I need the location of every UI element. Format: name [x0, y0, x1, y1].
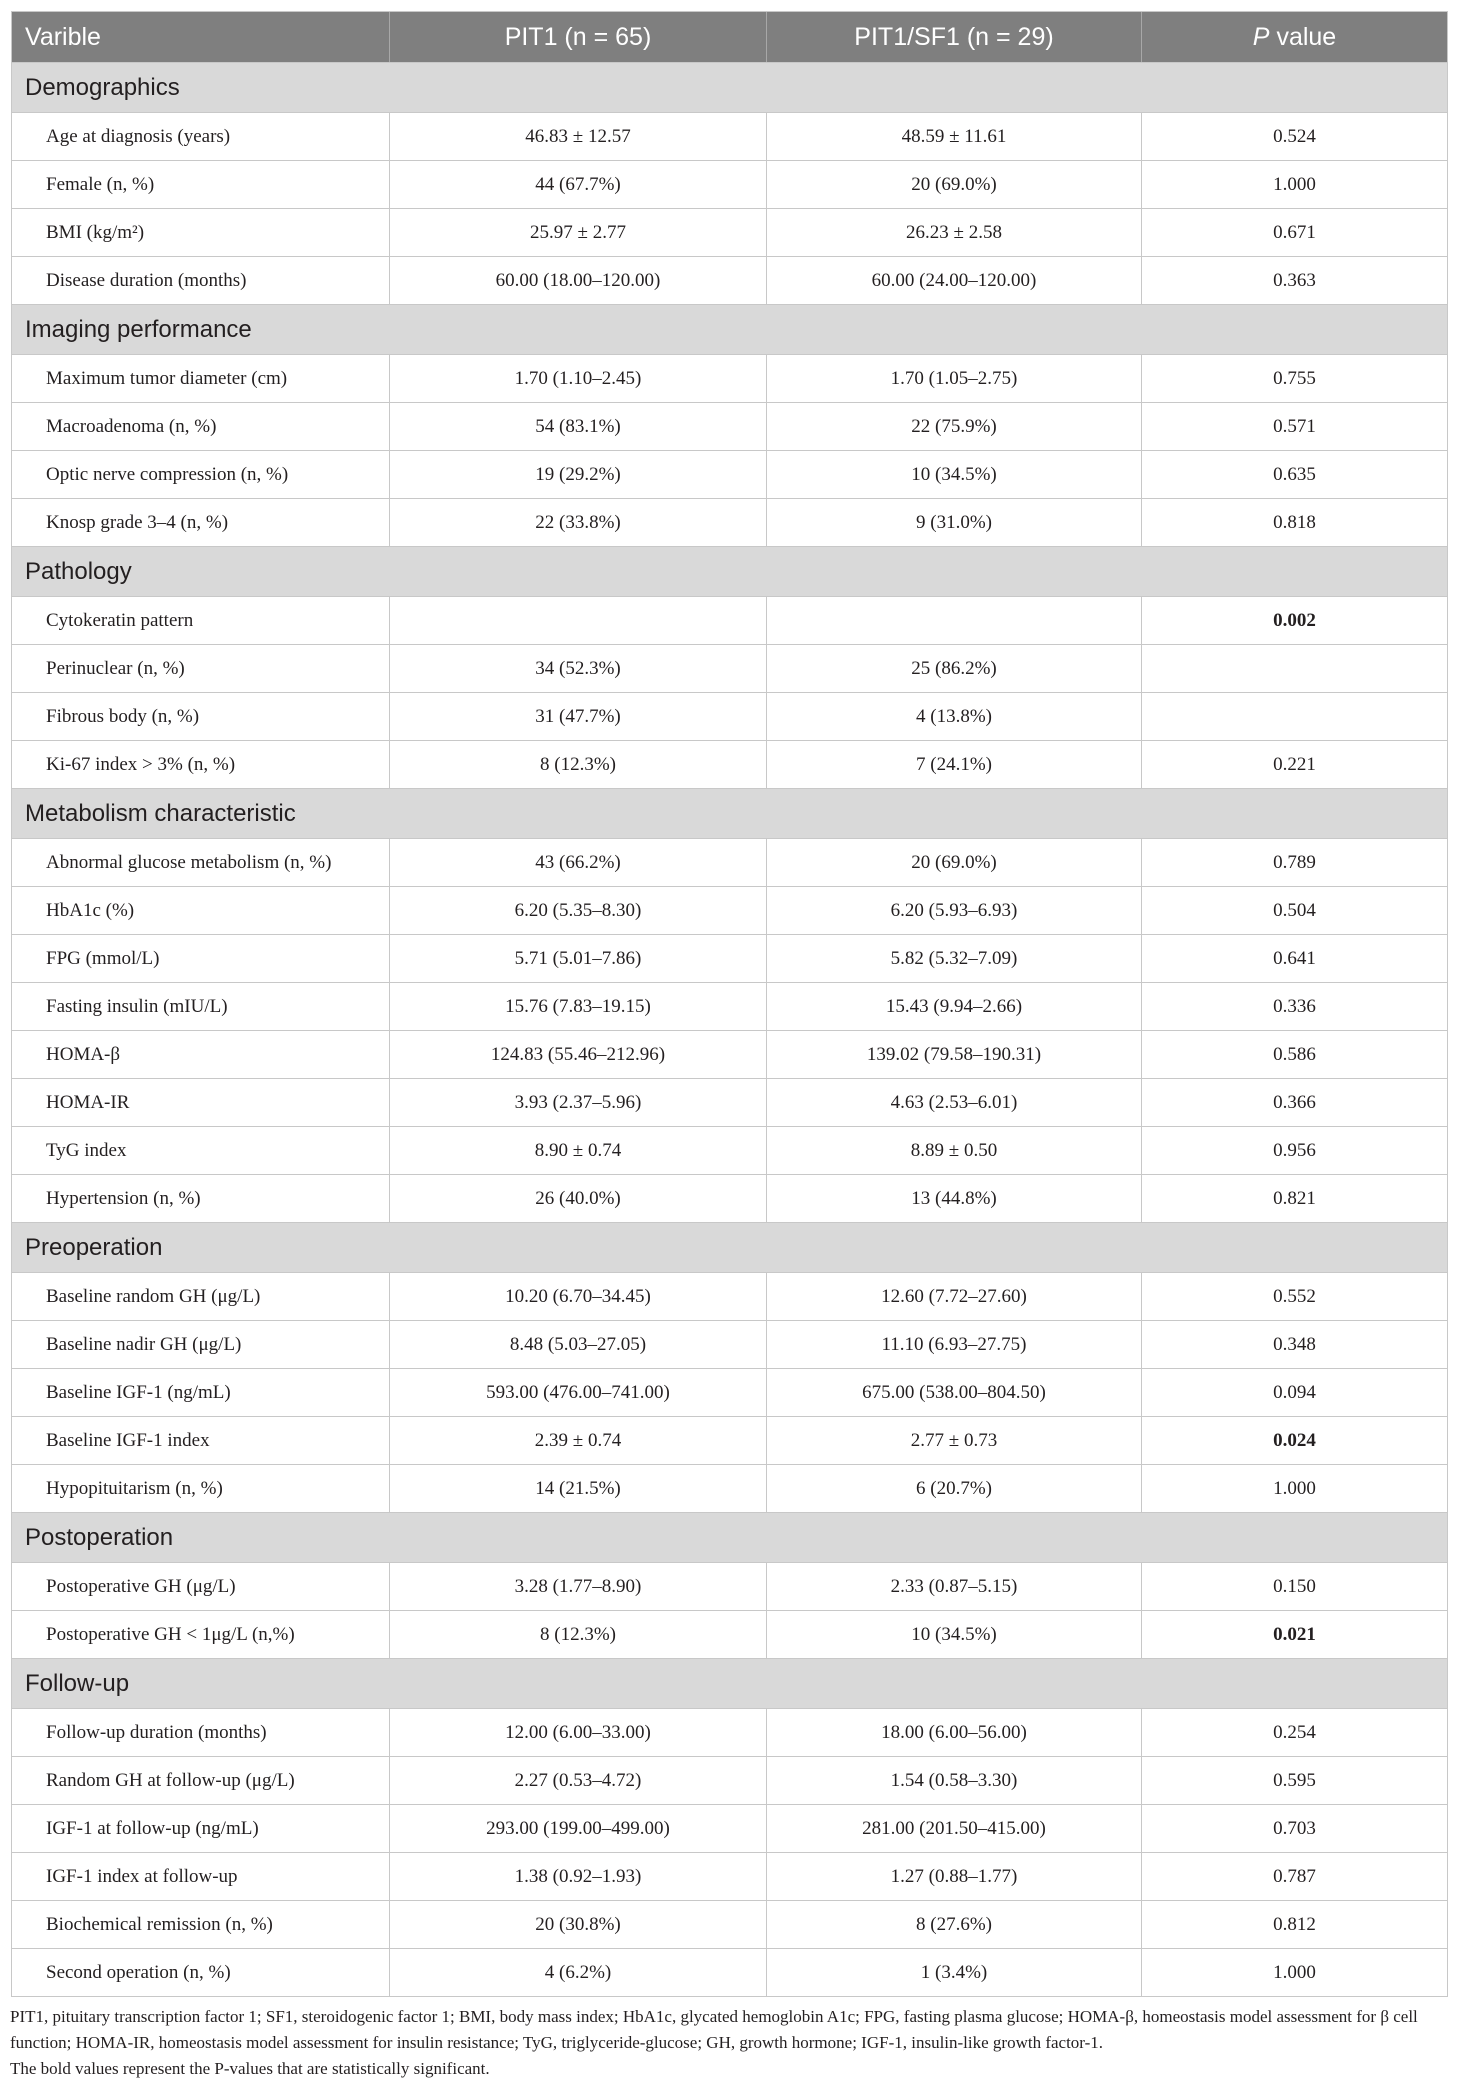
table-row [12, 1272, 1447, 1320]
p-value-cell [1141, 693, 1447, 740]
pit1-sf1-value-cell: 13 (44.8%) [766, 1175, 1141, 1222]
pit1-value-cell [389, 597, 766, 644]
p-value-cell: 0.821 [1141, 1175, 1447, 1222]
table-row [12, 1320, 1447, 1368]
p-value-cell: 0.812 [1141, 1901, 1447, 1948]
p-value-cell: 0.703 [1141, 1805, 1447, 1852]
pit1-value-cell: 26 (40.0%) [389, 1175, 766, 1222]
p-label: value [1276, 22, 1337, 51]
table-row [12, 450, 1447, 498]
variable-cell: Maximum tumor diameter (cm) [46, 367, 288, 389]
p-value-cell: 0.024 [1141, 1417, 1447, 1464]
table-row [12, 1030, 1447, 1078]
p-value-cell: 0.094 [1141, 1369, 1447, 1416]
table-row [12, 596, 1447, 644]
variable-cell: HbA1c (%) [46, 899, 135, 921]
table-row [12, 934, 1447, 982]
variable-cell: Disease duration (months) [46, 269, 247, 291]
pit1-sf1-value-cell: 2.77 ± 0.73 [766, 1417, 1141, 1464]
p-value-cell: 0.336 [1141, 983, 1447, 1030]
pit1-sf1-value-cell: 26.23 ± 2.58 [766, 209, 1141, 256]
pit1-sf1-value-cell: 60.00 (24.00–120.00) [766, 257, 1141, 304]
pit1-sf1-value-cell: 15.43 (9.94–2.66) [766, 983, 1141, 1030]
variable-cell: Perinuclear (n, %) [46, 657, 185, 679]
section-row-preoperation [12, 1222, 1447, 1272]
p-value-cell: 1.000 [1141, 161, 1447, 208]
section-row-metabolism-characteristic [12, 788, 1447, 838]
p-value-cell: 0.150 [1141, 1563, 1447, 1610]
variable-cell: Abnormal glucose metabolism (n, %) [46, 851, 332, 873]
pit1-value-cell: 43 (66.2%) [389, 839, 766, 886]
table-row [12, 838, 1447, 886]
header-variable: Varible [25, 22, 101, 51]
variable-cell: Cytokeratin pattern [46, 609, 194, 631]
pit1-value-cell: 5.71 (5.01–7.86) [389, 935, 766, 982]
variable-cell: Optic nerve compression (n, %) [46, 463, 289, 485]
table-row [12, 1464, 1447, 1512]
table-row [12, 1126, 1447, 1174]
pit1-sf1-value-cell: 6.20 (5.93–6.93) [766, 887, 1141, 934]
pit1-sf1-value-cell: 1.70 (1.05–2.75) [766, 355, 1141, 402]
pit1-sf1-value-cell: 48.59 ± 11.61 [766, 113, 1141, 160]
header-pit1-sf1: PIT1/SF1 (n = 29) [766, 12, 1141, 62]
p-value-cell: 0.787 [1141, 1853, 1447, 1900]
p-value-cell: 0.789 [1141, 839, 1447, 886]
variable-cell: HOMA-IR [46, 1091, 130, 1113]
p-value-cell: 0.595 [1141, 1757, 1447, 1804]
pit1-value-cell: 44 (67.7%) [389, 161, 766, 208]
table-header-row [12, 12, 1447, 62]
table-row [12, 692, 1447, 740]
pit1-sf1-value-cell: 1 (3.4%) [766, 1949, 1141, 1996]
pit1-value-cell: 6.20 (5.35–8.30) [389, 887, 766, 934]
pit1-sf1-value-cell: 675.00 (538.00–804.50) [766, 1369, 1141, 1416]
pit1-value-cell: 1.70 (1.10–2.45) [389, 355, 766, 402]
table-row [12, 1804, 1447, 1852]
p-value-cell: 0.956 [1141, 1127, 1447, 1174]
header-p-value-text [1253, 23, 1336, 52]
table-footnotes [10, 2004, 1452, 2082]
p-value-cell: 0.641 [1141, 935, 1447, 982]
section-row-follow-up [12, 1658, 1447, 1708]
variable-cell: Fasting insulin (mIU/L) [46, 995, 228, 1017]
table-row [12, 498, 1447, 546]
table-row [12, 1852, 1447, 1900]
pit1-value-cell: 46.83 ± 12.57 [389, 113, 766, 160]
variable-cell: Knosp grade 3–4 (n, %) [46, 511, 229, 533]
p-value-cell: 0.254 [1141, 1709, 1447, 1756]
pit1-value-cell: 10.20 (6.70–34.45) [389, 1273, 766, 1320]
p-value-cell: 0.755 [1141, 355, 1447, 402]
pit1-value-cell: 22 (33.8%) [389, 499, 766, 546]
table-row [12, 112, 1447, 160]
pit1-sf1-value-cell: 6 (20.7%) [766, 1465, 1141, 1512]
table-row [12, 354, 1447, 402]
variable-cell: Baseline random GH (μg/L) [46, 1285, 261, 1307]
table-row [12, 886, 1447, 934]
pit1-sf1-value-cell: 7 (24.1%) [766, 741, 1141, 788]
pit1-sf1-value-cell: 22 (75.9%) [766, 403, 1141, 450]
pit1-value-cell: 3.93 (2.37–5.96) [389, 1079, 766, 1126]
footnote-bold-note: The bold values represent the P-values that are statistically significant. [10, 2059, 490, 2078]
table-row [12, 1562, 1447, 1610]
table-row [12, 1416, 1447, 1464]
pit1-value-cell: 2.27 (0.53–4.72) [389, 1757, 766, 1804]
pit1-value-cell: 14 (21.5%) [389, 1465, 766, 1512]
table-row [12, 982, 1447, 1030]
variable-cell: Random GH at follow-up (μg/L) [46, 1769, 295, 1791]
section-title: Metabolism characteristic [25, 799, 296, 827]
pit1-value-cell: 8 (12.3%) [389, 741, 766, 788]
pit1-value-cell: 8.48 (5.03–27.05) [389, 1321, 766, 1368]
variable-cell: Fibrous body (n, %) [46, 705, 200, 727]
table-row [12, 256, 1447, 304]
p-value-cell: 0.504 [1141, 887, 1447, 934]
variable-cell: Hypopituitarism (n, %) [46, 1477, 223, 1499]
pit1-value-cell: 1.38 (0.92–1.93) [389, 1853, 766, 1900]
pit1-sf1-value-cell: 20 (69.0%) [766, 839, 1141, 886]
table-row [12, 1610, 1447, 1658]
section-title: Follow-up [25, 1669, 130, 1697]
pit1-value-cell: 4 (6.2%) [389, 1949, 766, 1996]
table-row [12, 1174, 1447, 1222]
pit1-sf1-value-cell [766, 597, 1141, 644]
section-title: Demographics [25, 73, 180, 101]
p-value-cell: 0.021 [1141, 1611, 1447, 1658]
pit1-sf1-value-cell: 9 (31.0%) [766, 499, 1141, 546]
variable-cell: BMI (kg/m²) [46, 221, 145, 243]
pit1-sf1-value-cell: 12.60 (7.72–27.60) [766, 1273, 1141, 1320]
section-row-demographics [12, 62, 1447, 112]
pit1-value-cell: 593.00 (476.00–741.00) [389, 1369, 766, 1416]
data-table [11, 11, 1448, 1997]
table-row [12, 1368, 1447, 1416]
table-row [12, 160, 1447, 208]
pit1-value-cell: 19 (29.2%) [389, 451, 766, 498]
table-row [12, 1708, 1447, 1756]
p-value-cell: 0.366 [1141, 1079, 1447, 1126]
pit1-value-cell: 25.97 ± 2.77 [389, 209, 766, 256]
section-title: Imaging performance [25, 315, 252, 343]
section-row-imaging-performance [12, 304, 1447, 354]
variable-cell: HOMA-β [46, 1043, 121, 1065]
pit1-sf1-value-cell: 20 (69.0%) [766, 161, 1141, 208]
pit1-value-cell: 34 (52.3%) [389, 645, 766, 692]
pit1-sf1-value-cell: 5.82 (5.32–7.09) [766, 935, 1141, 982]
variable-cell: Baseline IGF-1 (ng/mL) [46, 1381, 231, 1403]
pit1-sf1-value-cell: 281.00 (201.50–415.00) [766, 1805, 1141, 1852]
section-title: Pathology [25, 557, 132, 585]
variable-cell: TyG index [46, 1139, 127, 1161]
p-value-cell: 0.552 [1141, 1273, 1447, 1320]
pit1-sf1-value-cell: 4 (13.8%) [766, 693, 1141, 740]
variable-cell: Postoperative GH (μg/L) [46, 1575, 236, 1597]
pit1-sf1-value-cell: 139.02 (79.58–190.31) [766, 1031, 1141, 1078]
p-value-cell: 0.586 [1141, 1031, 1447, 1078]
pit1-value-cell: 293.00 (199.00–499.00) [389, 1805, 766, 1852]
p-value-cell: 0.571 [1141, 403, 1447, 450]
pit1-value-cell: 124.83 (55.46–212.96) [389, 1031, 766, 1078]
p-value-cell: 0.635 [1141, 451, 1447, 498]
pit1-value-cell: 60.00 (18.00–120.00) [389, 257, 766, 304]
pit1-sf1-value-cell: 10 (34.5%) [766, 451, 1141, 498]
variable-cell: IGF-1 at follow-up (ng/mL) [46, 1817, 259, 1839]
variable-cell: Follow-up duration (months) [46, 1721, 267, 1743]
pit1-value-cell: 12.00 (6.00–33.00) [389, 1709, 766, 1756]
pit1-value-cell: 8.90 ± 0.74 [389, 1127, 766, 1174]
section-row-postoperation [12, 1512, 1447, 1562]
pit1-sf1-value-cell: 25 (86.2%) [766, 645, 1141, 692]
p-value-cell: 1.000 [1141, 1465, 1447, 1512]
pit1-value-cell: 20 (30.8%) [389, 1901, 766, 1948]
variable-cell: FPG (mmol/L) [46, 947, 160, 969]
p-value-cell: 0.363 [1141, 257, 1447, 304]
variable-cell: Macroadenoma (n, %) [46, 415, 217, 437]
variable-cell: Baseline IGF-1 index [46, 1429, 210, 1451]
p-value-cell: 0.818 [1141, 499, 1447, 546]
table-row [12, 1078, 1447, 1126]
variable-cell: Postoperative GH < 1μg/L (n,%) [46, 1623, 295, 1645]
pit1-sf1-value-cell: 18.00 (6.00–56.00) [766, 1709, 1141, 1756]
table-row [12, 1756, 1447, 1804]
p-value-cell [1141, 645, 1447, 692]
variable-cell: IGF-1 index at follow-up [46, 1865, 238, 1887]
section-row-pathology [12, 546, 1447, 596]
table-row [12, 1900, 1447, 1948]
section-title: Postoperation [25, 1523, 174, 1551]
pit1-value-cell: 3.28 (1.77–8.90) [389, 1563, 766, 1610]
header-pit1: PIT1 (n = 65) [389, 12, 766, 62]
variable-cell: Hypertension (n, %) [46, 1187, 201, 1209]
table-row [12, 1948, 1447, 1996]
table-row [12, 740, 1447, 788]
variable-cell: Age at diagnosis (years) [46, 125, 231, 147]
pit1-value-cell: 54 (83.1%) [389, 403, 766, 450]
pit1-sf1-value-cell: 11.10 (6.93–27.75) [766, 1321, 1141, 1368]
p-value-cell: 0.221 [1141, 741, 1447, 788]
table-row [12, 402, 1447, 450]
p-value-cell: 0.348 [1141, 1321, 1447, 1368]
p-value-cell: 1.000 [1141, 1949, 1447, 1996]
pit1-value-cell: 2.39 ± 0.74 [389, 1417, 766, 1464]
pit1-sf1-value-cell: 4.63 (2.53–6.01) [766, 1079, 1141, 1126]
variable-cell: Baseline nadir GH (μg/L) [46, 1333, 242, 1355]
pit1-sf1-value-cell: 8.89 ± 0.50 [766, 1127, 1141, 1174]
pit1-sf1-value-cell: 1.54 (0.58–3.30) [766, 1757, 1141, 1804]
pit1-sf1-value-cell: 1.27 (0.88–1.77) [766, 1853, 1141, 1900]
pit1-value-cell: 15.76 (7.83–19.15) [389, 983, 766, 1030]
table-row [12, 208, 1447, 256]
variable-cell: Ki-67 index > 3% (n, %) [46, 753, 236, 775]
p-value-cell: 0.524 [1141, 113, 1447, 160]
variable-cell: Biochemical remission (n, %) [46, 1913, 273, 1935]
variable-cell: Second operation (n, %) [46, 1961, 231, 1983]
pit1-value-cell: 31 (47.7%) [389, 693, 766, 740]
table-row [12, 644, 1447, 692]
p-value-cell: 0.002 [1141, 597, 1447, 644]
header-p-value [1141, 12, 1447, 62]
footnote-abbreviations: PIT1, pituitary transcription factor 1; SF1, steroidogenic factor 1; BMI, body mass index; HbA1c, glycated hemoglobin A1c; FPG, fasting plasma glucose; HOMA-β, homeostasis model assessment for β cell function; HOMA-IR, homeostasis model assessment for insulin resistance; TyG, triglyceride-glucose; GH, growth hormone; IGF-1, insulin-like growth factor-1. [10, 2007, 1418, 2052]
variable-cell: Female (n, %) [46, 173, 155, 195]
section-title: Preoperation [25, 1233, 163, 1261]
pit1-sf1-value-cell: 2.33 (0.87–5.15) [766, 1563, 1141, 1610]
pit1-sf1-value-cell: 10 (34.5%) [766, 1611, 1141, 1658]
p-value-cell: 0.671 [1141, 209, 1447, 256]
p-symbol: P [1252, 22, 1270, 51]
pit1-value-cell: 8 (12.3%) [389, 1611, 766, 1658]
pit1-sf1-value-cell: 8 (27.6%) [766, 1901, 1141, 1948]
